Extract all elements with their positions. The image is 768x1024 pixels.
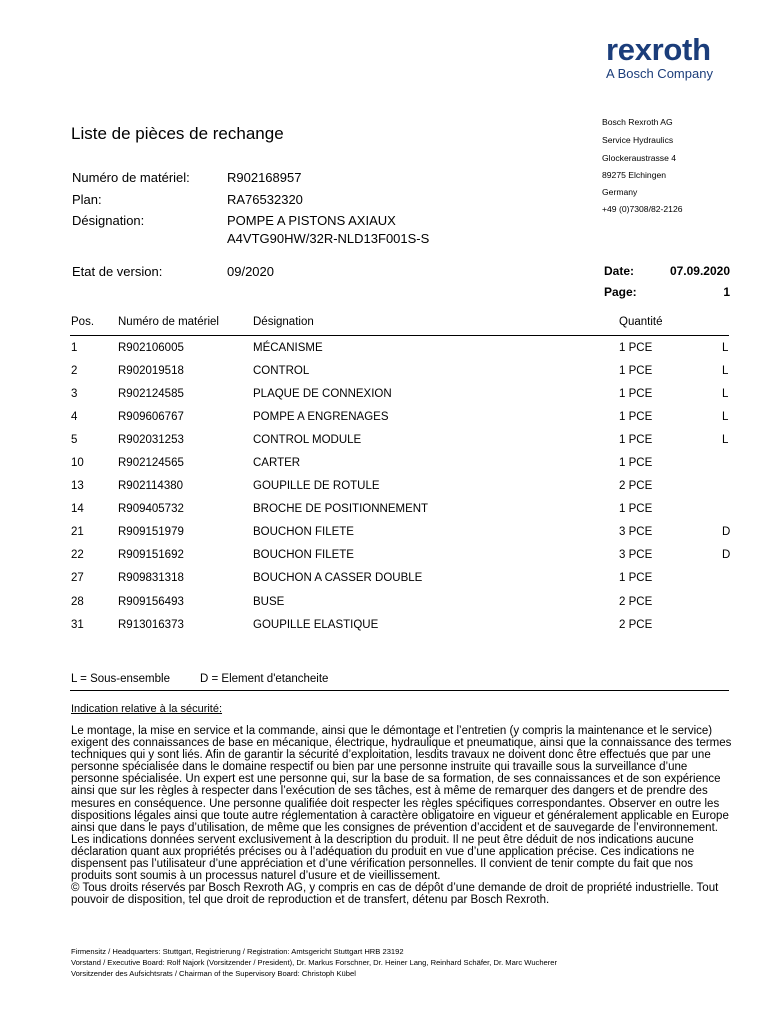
row-pos: 2 [71, 365, 78, 377]
row-pos: 31 [71, 619, 84, 631]
row-designation: GOUPILLE ELASTIQUE [253, 619, 379, 631]
page-value: 1 [723, 285, 730, 299]
row-material-number: R902031253 [118, 434, 184, 446]
row-pos: 13 [71, 480, 84, 492]
table-row [0, 342, 768, 364]
col-header-designation: Désignation [253, 316, 314, 328]
header-divider [70, 335, 729, 336]
date-value: 07.09.2020 [669, 264, 730, 278]
row-designation: GOUPILLE DE ROTULE [253, 480, 380, 492]
table-row [0, 503, 768, 525]
table-row [0, 480, 768, 502]
table-row [0, 411, 768, 433]
safety-notice [71, 725, 733, 906]
col-header-quantity: Quantité [619, 316, 663, 328]
table-row [0, 365, 768, 387]
legend-subassembly: L = Sous-ensemble [71, 673, 170, 685]
table-row [0, 549, 768, 571]
document-title: Liste de pièces de rechange [71, 124, 284, 143]
row-material-number: R902124565 [118, 457, 184, 469]
row-material-number: R909151979 [118, 526, 184, 538]
row-designation: CARTER [253, 457, 301, 469]
row-material-number: R902114380 [118, 480, 184, 492]
safety-body: Le montage, la mise en service et la commande, ainsi que le démontage et l’entretien (y compris la maintenance et le service) exigent des connaissances de base en mécanique, électrique, hydraulique et pneumatique, ainsi que la connaissance des termes techniques qui y sont liés. Afin de garantir la sécurité d’exploitation, lesdits travaux ne doivent donc être effectués que par une personne spécialisée dans le domaine respectif ou bien par une personne instruite qui travaille sous la surveillance d’une personne spécialisée. Un expert est une personne qui, sur la base de sa formation, de ses connaissances et de son expérience ainsi que sur les règles à respecter dans l’exécution de ses tâches, est à même de remarquer des dangers et de prendre des mesures en conséquence. Une personne qualifiée doit respecter les règles spécifiques correspondantes. Observer en outre les dispositions légales ainsi que toute autre réglementation à caractère obligatoire en vigueur et généralement applicable en Europe ainsi que dans le pays d’utilisation, de même que les consignes de prévention d’accident et de sauvegarde de l’environnement. Les indications données servent exclusivement à la description du produit. Il ne peut être déduit de nos indications aucune déclaration quant aux propriétés précises ou à l’adéquation du produit en vue d’une application précise. Ces indications ne dispensent pas l’utilisateur d’une appréciation et d’une vérification personnelles. Il convient de tenir compte du fait que nos produits sont soumis à un processus naturel d’usure et de vieillissement. [71, 725, 732, 883]
table-row [0, 596, 768, 618]
row-quantity: 1 PCE [619, 572, 653, 584]
row-designation: BUSE [253, 596, 285, 608]
row-designation: BOUCHON FILETE [253, 526, 354, 538]
row-pos: 14 [71, 503, 84, 515]
col-header-pos: Pos. [71, 316, 95, 328]
row-material-number: R909156493 [118, 596, 184, 608]
row-designation: POMPE A ENGRENAGES [253, 411, 389, 423]
row-quantity: 3 PCE [619, 549, 653, 561]
row-quantity: 1 PCE [619, 365, 653, 377]
table-row [0, 457, 768, 479]
footer-headquarters: Firmensitz / Headquarters: Stuttgart, Registrierung / Registration: Amtsgericht Stuttgart HRB 23192 [71, 947, 404, 956]
legend-divider [70, 690, 729, 691]
row-quantity: 3 PCE [619, 526, 653, 538]
table-row [0, 388, 768, 410]
row-designation: CONTROL MODULE [253, 434, 362, 446]
row-quantity: 2 PCE [619, 596, 653, 608]
row-flag: D [722, 526, 731, 538]
row-quantity: 2 PCE [619, 480, 653, 492]
plan-value: RA76532320 [227, 192, 303, 207]
row-pos: 21 [71, 526, 84, 538]
address-line-country: Germany [602, 187, 638, 197]
address-line-department: Service Hydraulics [602, 135, 674, 145]
row-material-number: R913016373 [118, 619, 184, 631]
safety-copyright: © Tous droits réservés par Bosch Rexroth AG, y compris en cas de dépôt d’une demande de droit de propriété industrielle. Tout pouvoir de disposition, tel que droit de reproduction et de transfert, détenu par Bosch Rexroth. [71, 882, 719, 907]
row-pos: 4 [71, 411, 78, 423]
row-designation: MÉCANISME [253, 342, 323, 354]
row-material-number: R909151692 [118, 549, 184, 561]
row-material-number: R902124585 [118, 388, 184, 400]
safety-title: Indication relative à la sécurité: [71, 703, 223, 715]
row-quantity: 1 PCE [619, 411, 653, 423]
row-designation: CONTROL [253, 365, 310, 377]
row-flag: L [722, 365, 729, 377]
row-material-number: R909405732 [118, 503, 184, 515]
row-pos: 10 [71, 457, 84, 469]
material-number-label: Numéro de matériel: [72, 170, 190, 185]
row-material-number: R902106005 [118, 342, 184, 354]
date-label: Date: [604, 264, 635, 278]
row-flag: D [722, 549, 731, 561]
designation-value-line-1: POMPE A PISTONS AXIAUX [227, 213, 396, 228]
row-flag: L [722, 434, 729, 446]
row-pos: 27 [71, 572, 84, 584]
table-row [0, 572, 768, 594]
address-line-street: Glockeraustrasse 4 [602, 153, 677, 163]
footer-supervisory-board: Vorsitzender des Aufsichtsrats / Chairman of the Supervisory Board: Christoph Kübel [71, 969, 356, 978]
brand-name: rexroth [606, 32, 711, 67]
plan-label: Plan: [72, 192, 102, 207]
version-value: 09/2020 [227, 264, 274, 279]
material-number-value: R902168957 [227, 170, 302, 185]
row-material-number: R909831318 [118, 572, 184, 584]
footer-executive-board: Vorstand / Executive Board: Rolf Najork (Vorsitzender / President), Dr. Markus Forschner, Dr. Heiner Lang, Reinhard Schäfer, Dr. Marc Wucherer [71, 958, 558, 967]
address-line-phone: +49 (0)7308/82-2126 [602, 204, 683, 214]
row-designation: BOUCHON FILETE [253, 549, 354, 561]
table-row [0, 619, 768, 641]
row-flag: L [722, 411, 729, 423]
col-header-material-number: Numéro de matériel [118, 316, 219, 328]
address-line-company: Bosch Rexroth AG [602, 117, 673, 127]
row-material-number: R909606767 [118, 411, 184, 423]
row-designation: PLAQUE DE CONNEXION [253, 388, 392, 400]
table-row [0, 434, 768, 456]
page-label: Page: [604, 285, 637, 299]
legend-seal-element: D = Element d'etancheite [200, 673, 329, 685]
row-pos: 28 [71, 596, 84, 608]
version-label: Etat de version: [72, 264, 163, 279]
address-line-city: 89275 Elchingen [602, 170, 667, 180]
row-quantity: 1 PCE [619, 457, 653, 469]
table-row [0, 526, 768, 548]
row-quantity: 2 PCE [619, 619, 653, 631]
row-pos: 22 [71, 549, 84, 561]
row-flag: L [722, 342, 729, 354]
row-quantity: 1 PCE [619, 434, 653, 446]
row-pos: 1 [71, 342, 78, 354]
brand-logo [606, 34, 734, 82]
row-designation: BOUCHON A CASSER DOUBLE [253, 572, 423, 584]
brand-tagline: A Bosch Company [606, 66, 713, 81]
row-quantity: 1 PCE [619, 388, 653, 400]
designation-label: Désignation: [72, 213, 145, 228]
row-quantity: 1 PCE [619, 342, 653, 354]
designation-value-line-2: A4VTG90HW/32R-NLD13F001S-S [227, 231, 430, 246]
row-quantity: 1 PCE [619, 503, 653, 515]
row-material-number: R902019518 [118, 365, 184, 377]
row-flag: L [722, 388, 729, 400]
row-designation: BROCHE DE POSITIONNEMENT [253, 503, 429, 515]
row-pos: 5 [71, 434, 78, 446]
row-pos: 3 [71, 388, 78, 400]
